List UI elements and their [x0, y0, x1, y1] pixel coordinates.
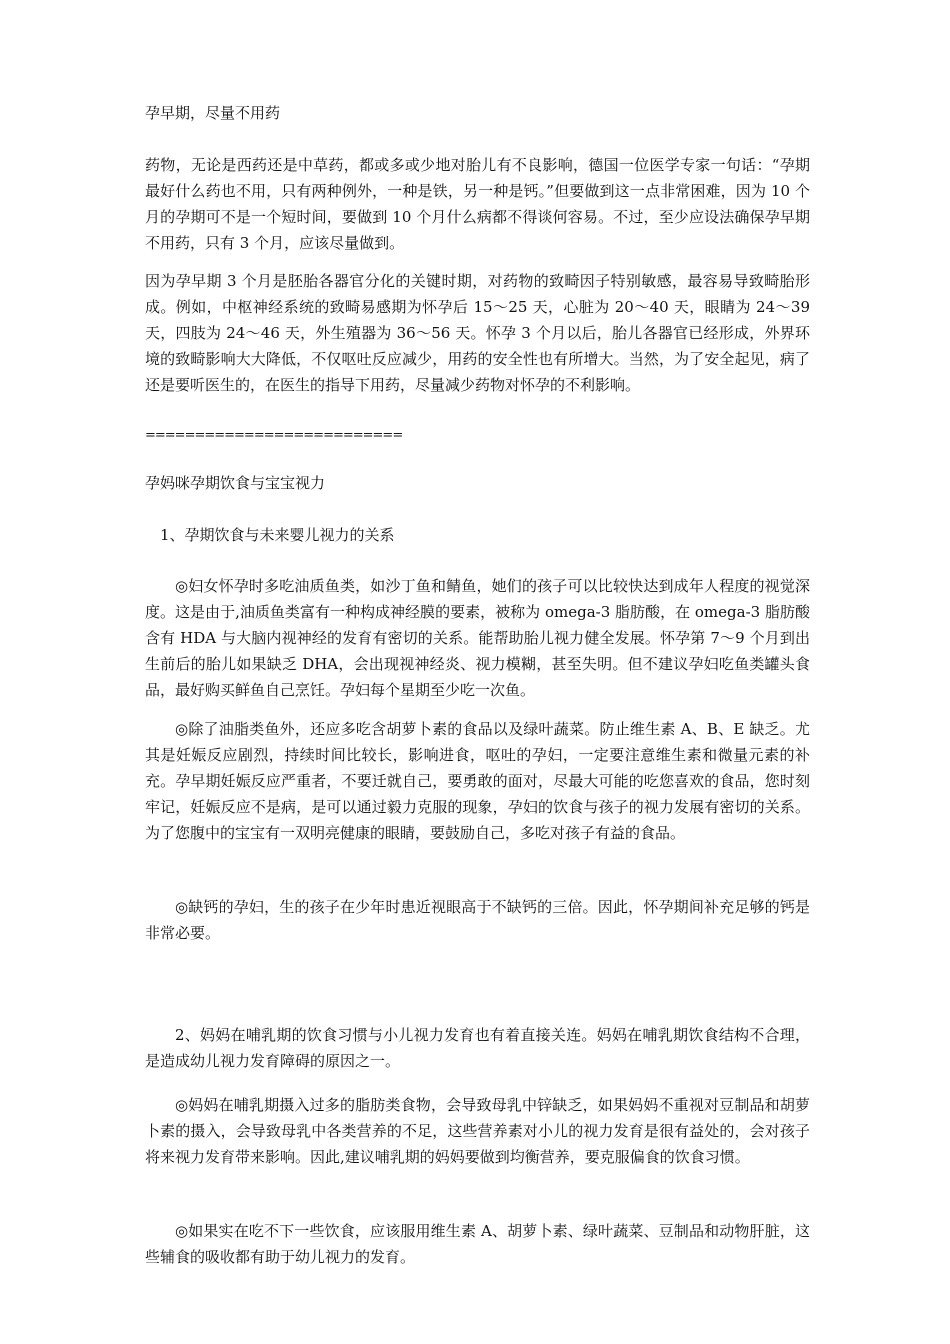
paragraph-calcium: ◎缺钙的孕妇，生的孩子在少年时患近视眼高于不缺钙的三倍。因此，怀孕期间补充足够的钙是非常必要。 — [145, 898, 810, 942]
section-heading-diet-vision: 孕妈咪孕期饮食与宝宝视力 — [145, 474, 326, 492]
paragraph-medicine-intro: 药物，无论是西药还是中草药，都或多或少地对胎儿有不良影响，德国一位医学专家一句话：“孕期最好什么药也不用，只有两种例外，一种是铁，另一种是钙。”但要做到这一点非常困难，因为 10 个月的孕期可不是一个短时间，要做到 10 个月什么病都不得谈何容易。不过，至少应设法确保孕早期不用药，只有 3 个月，应该尽量做到。 — [145, 156, 810, 252]
paragraph-teratogenic-period: 因为孕早期 3 个月是胚胎各器官分化的关键时期，对药物的致畸因子特别敏感，最容易导致畸胎形成。例如，中枢神经系统的致畸易感期为怀孕后 15～25 天，心脏为 20～40 天，眼睛为 24～39 天，四肢为 24～46 天，外生殖器为 36～56 天。怀孕 3 个月以后，胎儿各器官已经形成，外界环境的致畸影响大大降低，不仅呕吐反应减少，用药的安全性也有所增大。当然，为了安全起见，病了还是要听医生的，在医生的指导下用药，尽量减少药物对怀孕的不利影响。 — [145, 272, 810, 394]
paragraph-fat-intake: ◎妈妈在哺乳期摄入过多的脂肪类食物，会导致母乳中锌缺乏，如果妈妈不重视对豆制品和胡萝卜素的摄入，会导致母乳中各类营养的不足，这些营养素对小儿的视力发育是很有益处的，会对孩子将来视力发育带来影响。因此,建议哺乳期的妈妈要做到均衡营养，要克服偏食的饮食习惯。 — [145, 1096, 810, 1166]
paragraph-carotene-vegetables: ◎除了油脂类鱼外，还应多吃含胡萝卜素的食品以及绿叶蔬菜。防止维生素 A、B、E 缺乏。尤其是妊娠反应剧烈，持续时间比较长，影响进食，呕吐的孕妇，一定要注意维生素和微量元素的补充。孕早期妊娠反应严重者，不要迁就自己，要勇敢的面对，尽最大可能的吃您喜欢的食品，您时刻牢记，妊娠反应不是病，是可以通过毅力克服的现象，孕妇的饮食与孩子的视力发展有密切的关系。为了您腹中的宝宝有一双明亮健康的眼睛，要鼓励自己，多吃对孩子有益的食品。 — [145, 720, 810, 842]
section-divider: ========================== — [145, 428, 403, 443]
subheading-breastfeeding-diet: 2、妈妈在哺乳期的饮食习惯与小儿视力发育也有着直接关连。妈妈在哺乳期饮食结构不合理，是造成幼儿视力发育障碍的原因之一。 — [145, 1026, 810, 1070]
paragraph-oily-fish: ◎妇女怀孕时多吃油质鱼类，如沙丁鱼和鲭鱼，她们的孩子可以比较快达到成年人程度的视觉深度。这是由于,油质鱼类富有一种构成神经膜的要素，被称为 omega-3 脂肪酸，在 omega-3 脂肪酸含有 HDA 与大脑内视神经的发育有密切的关系。能帮助胎儿视力健全发展。怀孕第 7～9 个月到出生前后的胎儿如果缺乏 DHA，会出现视神经炎、视力模糊，甚至失明。但不建议孕妇吃鱼类罐头食品，最好购买鲜鱼自己烹饪。孕妇每个星期至少吃一次鱼。 — [145, 577, 810, 699]
subheading-pregnancy-diet: 1、孕期饮食与未来婴儿视力的关系 — [160, 526, 395, 544]
paragraph-supplements: ◎如果实在吃不下一些饮食，应该服用维生素 A、胡萝卜素、绿叶蔬菜、豆制品和动物肝脏，这些辅食的吸收都有助于幼儿视力的发育。 — [145, 1222, 810, 1266]
section-heading-no-medicine: 孕早期，尽量不用药 — [145, 104, 281, 122]
